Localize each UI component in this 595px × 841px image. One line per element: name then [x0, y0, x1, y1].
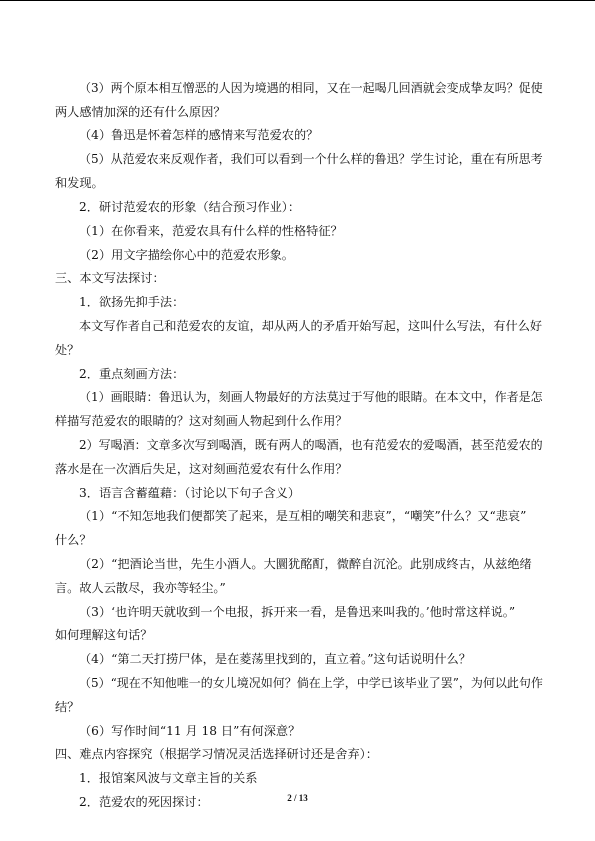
text-line: 2．重点刻画方法：: [79, 367, 185, 381]
text-line: 落水是在一次酒后失足，这对刻画范爱农有什么作用？: [55, 462, 348, 476]
text-line: （2）用文字描绘你心中的范爱农形象。: [79, 248, 294, 262]
section-heading: 四、难点内容探究（根据学习情况灵活选择研讨还是舍弃）：: [55, 747, 378, 761]
text-line: （4）鲁迅是怀着怎样的感情来写范爱农的？: [79, 128, 319, 142]
text-line: 本文写作者自己和范爱农的友谊，却从两人的矛盾开始写起，这叫什么写法，有什么好: [79, 319, 543, 333]
text-line: （5）从范爱农来反观作者，我们可以看到一个什么样的鲁迅？学生讨论，重在有所思考: [79, 152, 543, 166]
page-number: 2 / 13: [287, 793, 308, 803]
text-line: 如何理解这句话？: [55, 628, 153, 642]
text-line: （6）写作时间“11 月 18 日”有何深意？: [79, 724, 301, 738]
text-line: （1）“不知怎地我们便都笑了起来，是互相的嘲笑和悲哀”，“嘲笑”什么？又“悲哀”: [79, 509, 527, 523]
text-line: 和发现。: [55, 176, 104, 190]
text-line: （1）在你看来，范爱农具有什么样的性格特征？: [79, 224, 343, 238]
text-line: （3）两个原本相互憎恶的人因为境遇的相同，又在一起喝几回酒就会变成挚友吗？促使: [79, 81, 543, 95]
text-line: （5）“现在不知他唯一的女儿境况如何？倘在上学，中学已该毕业了罢”，为何以此句作: [79, 676, 543, 690]
text-line: 两人感情加深的还有什么原因？: [55, 105, 226, 119]
text-line: 1．欲扬先抑手法：: [79, 295, 185, 309]
text-line: 2．研讨范爱农的形象（结合预习作业）：: [79, 200, 301, 214]
text-line: 样描写范爱农的眼睛的？这对刻画人物起到什么作用？: [55, 414, 348, 428]
text-line: 处？: [55, 343, 80, 357]
text-line: 1．报馆案风波与文章主旨的关系: [79, 771, 258, 785]
text-line: 言。故人云散尽，我亦等轻尘。”: [55, 581, 226, 595]
text-line: （1）画眼睛：鲁迅认为，刻画人物最好的方法莫过于写他的眼睛。在本文中，作者是怎: [79, 390, 543, 404]
text-line: 3．语言含蓄蕴藉：（讨论以下句子含义）: [79, 486, 301, 500]
text-line: （2）“把酒论当世，先生小酒人。大圜犹酩酊，微醉自沉沦。此别成终古，从兹绝绪: [79, 557, 532, 571]
text-line: （4）“第二天打捞尸体，是在菱荡里找到的，直立着。”这句话说明什么？: [79, 652, 471, 666]
text-line: 结？: [55, 700, 80, 714]
text-line: 2．范爱农的死因探讨：: [79, 795, 209, 809]
section-heading: 三、本文写法探讨：: [55, 271, 165, 285]
text-line: 2）写喝酒：文章多次写到喝酒，既有两人的喝酒，也有范爱农的爱喝酒，甚至范爱农的: [79, 438, 543, 452]
text-line: 什么？: [55, 533, 92, 547]
text-line: （3）‘也许明天就收到一个电报，拆开来一看，是鲁迅来叫我的。’他时常这样说。”: [79, 605, 516, 619]
